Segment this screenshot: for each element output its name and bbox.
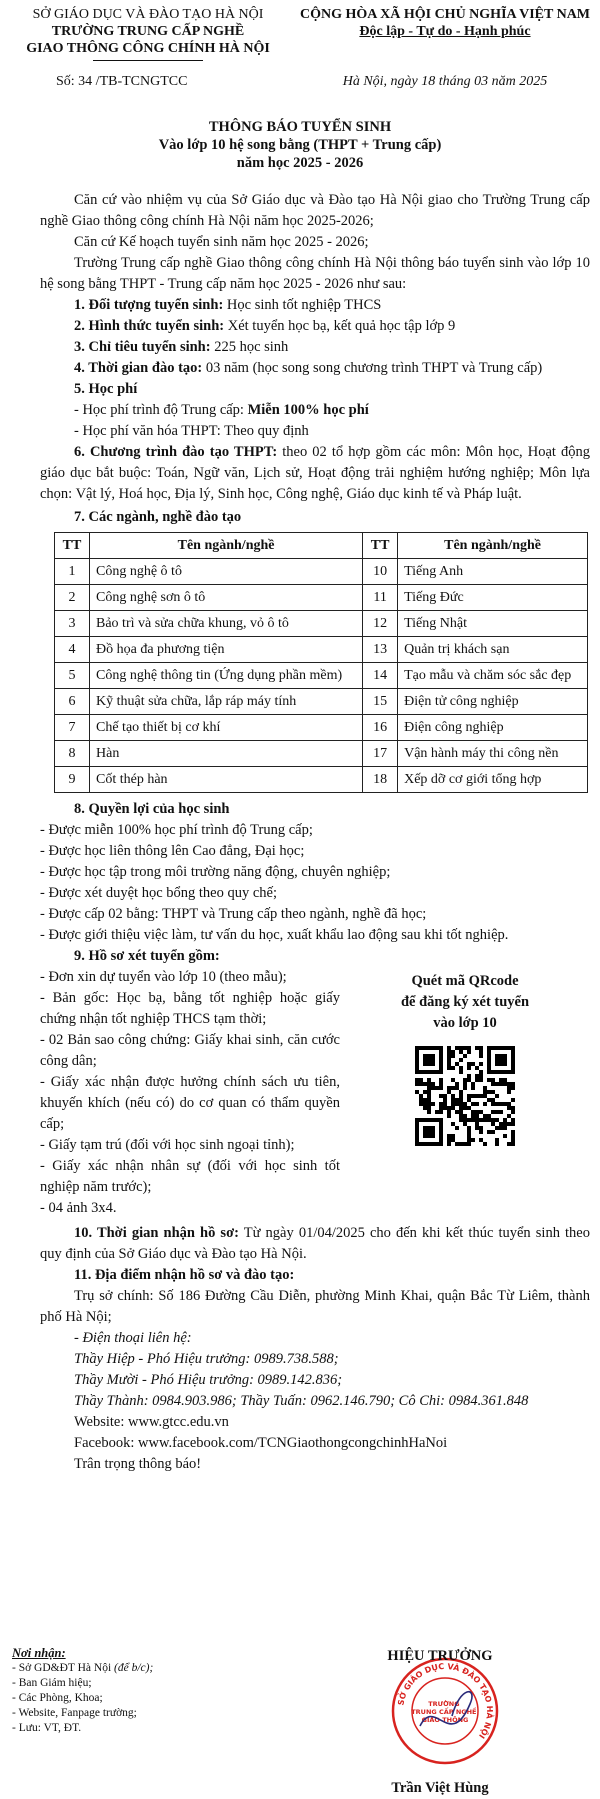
list-item: - 04 ảnh 3x4. xyxy=(40,1200,117,1216)
nation-name: CỘNG HÒA XÃ HỘI CHỦ NGHĨA VIỆT NAM xyxy=(300,7,591,22)
section-3 xyxy=(40,337,590,358)
major-name: Quản trị khách sạn xyxy=(398,637,588,663)
major-name: Vận hành máy thi công nền xyxy=(398,741,588,767)
signer-role: HIỆU TRƯỞNG xyxy=(387,1648,493,1664)
col-tt-1: TT xyxy=(55,533,90,559)
list-item: - Được xét duyệt học bổng theo quy chế; xyxy=(40,885,277,901)
major-number: 15 xyxy=(363,689,398,715)
table-row xyxy=(55,559,588,585)
recipients-list xyxy=(12,1676,272,1736)
seal-center-line1: TRƯỜNG xyxy=(428,1700,460,1708)
qr-block xyxy=(340,967,590,1219)
major-number: 6 xyxy=(55,689,90,715)
list-item: - Bản gốc: Học bạ, bằng tốt nghiệp hoặc giấy chứng nhận tốt nghiệp THCS tạm thời; xyxy=(40,990,340,1027)
major-name: Đồ họa đa phương tiện xyxy=(90,637,363,663)
major-number: 1 xyxy=(55,559,90,585)
signer-name: Trần Việt Hùng xyxy=(391,1780,489,1796)
major-name: Bảo trì và sửa chữa khung, vỏ ô tô xyxy=(90,611,363,637)
section-2-text: Xét tuyển học bạ, kết quả học tập lớp 9 xyxy=(224,318,456,334)
qr-caption xyxy=(340,971,590,1034)
major-number: 17 xyxy=(363,741,398,767)
section-10-text: Từ ngày 01/04/2025 cho đến khi kết thúc tuyển sinh theo quy định của Sở Giáo dục và Đào tạo Hà Nội. xyxy=(40,1225,590,1262)
phone-label: - Điện thoại liên hệ: xyxy=(74,1330,192,1346)
major-name: Tạo mẫu và chăm sóc sắc đẹp xyxy=(398,663,588,689)
closing-line: Trân trọng thông báo! xyxy=(74,1456,202,1472)
benefits-list xyxy=(40,820,590,946)
tuition-vocational-text: - Học phí trình độ Trung cấp: xyxy=(74,402,248,418)
tuition-vocational xyxy=(40,400,590,421)
major-number: 8 xyxy=(55,741,90,767)
section-4-label: 4. Thời gian đào tạo: xyxy=(74,360,203,376)
section-6 xyxy=(40,442,590,505)
section-1 xyxy=(40,295,590,316)
main-address: Trụ sở chính: Số 186 Đường Cầu Diễn, phường Minh Khai, quận Bắc Từ Liêm, thành phố Hà Nội; xyxy=(40,1288,590,1325)
section-10 xyxy=(40,1223,590,1265)
intro-paragraph-1: Căn cứ vào nhiệm vụ của Sở Giáo dục và Đào tạo Hà Nội giao cho Trường Trung cấp nghề Giao thông công chính Hà Nội năm học 2025-2026; xyxy=(40,192,590,229)
major-name: Tiếng Đức xyxy=(398,585,588,611)
major-number: 18 xyxy=(363,767,398,793)
signature-block xyxy=(320,1648,560,1796)
intro-paragraph-3: Trường Trung cấp nghề Giao thông công chính Hà Nội thông báo tuyển sinh vào lớp 10 hệ song bằng THPT - Trung cấp năm học 2025 - 2026 như sau: xyxy=(40,255,590,292)
major-name: Cốt thép hàn xyxy=(90,767,363,793)
major-number: 12 xyxy=(363,611,398,637)
school-name-line2: GIAO THÔNG CÔNG CHÍNH HÀ NỘI xyxy=(26,41,270,56)
seal-outer-text: SỞ GIÁO DỤC VÀ ĐÀO TẠO HÀ NỘI xyxy=(396,1661,495,1741)
major-name: Hàn xyxy=(90,741,363,767)
tuition-free-highlight: Miễn 100% học phí xyxy=(247,402,369,418)
website-line[interactable]: Website: www.gtcc.edu.vn xyxy=(74,1414,229,1430)
qr-caption-line3: vào lớp 10 xyxy=(433,1015,497,1031)
qr-caption-line1: Quét mã QRcode xyxy=(411,973,519,989)
major-number: 16 xyxy=(363,715,398,741)
major-name: Công nghệ sơn ô tô xyxy=(90,585,363,611)
section-6-text: theo 02 tổ hợp gồm các môn: Môn học, Hoạt động giáo dục bắt buộc: Toán, Ngữ văn, Lịch sử, Hoạt động trải nghiệm hướng nghiệp; Môn lựa chọn: Vật lý, Hoá học, Địa lý, Sinh học, Công nghệ, Giáo dục kinh tế và Pháp luật. xyxy=(40,444,590,502)
list-item: - Giấy xác nhận được hưởng chính sách ưu tiên, khuyến khích (nếu có) do cơ quan có thẩm quyền cấp; xyxy=(40,1074,340,1132)
major-number: 7 xyxy=(55,715,90,741)
section-7-label: 7. Các ngành, nghề đào tạo xyxy=(74,509,242,525)
table-row xyxy=(55,663,588,689)
list-item: - Lưu: VT, ĐT. xyxy=(12,1722,82,1734)
document-title xyxy=(0,118,600,172)
major-name: Điện tử công nghiệp xyxy=(398,689,588,715)
major-name: Xếp dỡ cơ giới tổng hợp xyxy=(398,767,588,793)
recipient-1 xyxy=(12,1661,272,1676)
recipient-1-note: (để b/c); xyxy=(114,1662,154,1674)
section-2-label: 2. Hình thức tuyển sinh: xyxy=(74,318,225,334)
majors-table-header xyxy=(55,533,588,559)
table-row xyxy=(55,767,588,793)
documents-list xyxy=(40,967,340,1219)
recipients-block xyxy=(12,1646,272,1736)
phone-contact-3: Thầy Thành: 0984.903.986; Thầy Tuấn: 0962.146.790; Cô Chi: 0984.361.848 xyxy=(74,1393,529,1409)
phone-contact-2: Thầy Mười - Phó Hiệu trưởng: 0989.142.836; xyxy=(74,1372,343,1388)
major-number: 4 xyxy=(55,637,90,663)
header-rule xyxy=(93,60,203,61)
major-number: 2 xyxy=(55,585,90,611)
title-line1: THÔNG BÁO TUYỂN SINH xyxy=(208,119,392,135)
section-5-label: 5. Học phí xyxy=(74,381,138,397)
nation-motto: Độc lập - Tự do - Hạnh phúc xyxy=(359,24,531,39)
list-item: - Đơn xin dự tuyển vào lớp 10 (theo mẫu); xyxy=(40,969,287,985)
seal-center-line2: TRUNG CẤP NGHỀ xyxy=(411,1708,477,1716)
majors-table xyxy=(54,532,588,793)
major-number: 11 xyxy=(363,585,398,611)
list-item: - Các Phòng, Khoa; xyxy=(12,1692,103,1704)
list-item: - Được học tập trong môi trường năng động, chuyên nghiệp; xyxy=(40,864,391,880)
table-row xyxy=(55,715,588,741)
section-1-label: 1. Đối tượng tuyển sinh: xyxy=(74,297,224,313)
list-item: - Được cấp 02 bằng: THPT và Trung cấp theo ngành, nghề đã học; xyxy=(40,906,427,922)
facebook-line[interactable]: Facebook: www.facebook.com/TCNGiaothongcongchinhHaNoi xyxy=(74,1435,448,1451)
list-item: - Giấy xác nhận nhân sự (đối với học sinh tốt nghiệp năm trước); xyxy=(40,1158,340,1195)
major-number: 14 xyxy=(363,663,398,689)
seal-center-text xyxy=(411,1699,479,1724)
table-row xyxy=(55,585,588,611)
major-name: Công nghệ ô tô xyxy=(90,559,363,585)
qr-code[interactable] xyxy=(415,1046,515,1146)
title-line2: Vào lớp 10 hệ song bằng (THPT + Trung cấp) xyxy=(158,137,442,153)
major-number: 3 xyxy=(55,611,90,637)
table-row xyxy=(55,689,588,715)
major-name: Tiếng Anh xyxy=(398,559,588,585)
document-number: Số: 34 /TB-TCNGTCC xyxy=(56,74,188,89)
col-name-2: Tên ngành/nghề xyxy=(398,533,588,559)
section-2 xyxy=(40,316,590,337)
col-tt-2: TT xyxy=(363,533,398,559)
section-6-label: 6. Chương trình đào tạo THPT: xyxy=(74,444,278,460)
major-name: Điện công nghiệp xyxy=(398,715,588,741)
section-8-label: 8. Quyền lợi của học sinh xyxy=(74,801,230,817)
section-11-label: 11. Địa điểm nhận hồ sơ và đào tạo: xyxy=(74,1267,295,1283)
title-line3: năm học 2025 - 2026 xyxy=(236,155,364,171)
table-row xyxy=(55,611,588,637)
major-number: 10 xyxy=(363,559,398,585)
nation-header xyxy=(300,6,590,40)
section-3-text: 225 học sinh xyxy=(210,339,289,355)
table-row xyxy=(55,637,588,663)
issuer-header xyxy=(18,6,278,61)
tuition-highschool: - Học phí văn hóa THPT: Theo quy định xyxy=(74,423,309,439)
phone-contact-1: Thầy Hiệp - Phó Hiệu trưởng: 0989.738.588; xyxy=(74,1351,339,1367)
section-10-label: 10. Thời gian nhận hồ sơ: xyxy=(74,1225,239,1241)
major-name: Công nghệ thông tin (Ứng dụng phần mềm) xyxy=(90,663,363,689)
school-name-line1: TRƯỜNG TRUNG CẤP NGHỀ xyxy=(51,24,245,39)
document-date: Hà Nội, ngày 18 tháng 03 năm 2025 xyxy=(342,74,548,89)
table-row xyxy=(55,741,588,767)
recipients-heading: Nơi nhận: xyxy=(12,1646,66,1660)
major-number: 5 xyxy=(55,663,90,689)
recipient-1-text: - Sở GD&ĐT Hà Nội xyxy=(12,1662,115,1674)
major-number: 9 xyxy=(55,767,90,793)
section-1-text: Học sinh tốt nghiệp THCS xyxy=(223,297,382,313)
list-item: - Ban Giám hiệu; xyxy=(12,1677,92,1689)
official-seal-stamp xyxy=(390,1656,500,1766)
department-name: SỞ GIÁO DỤC VÀ ĐÀO TẠO HÀ NỘI xyxy=(32,7,264,22)
section-9-label: 9. Hồ sơ xét tuyển gồm: xyxy=(74,948,220,964)
section-3-label: 3. Chỉ tiêu tuyển sinh: xyxy=(74,339,211,355)
list-item: - Giấy tạm trú (đối với học sinh ngoại tỉnh); xyxy=(40,1137,295,1153)
section-4 xyxy=(40,358,590,379)
list-item: - Được học liên thông lên Cao đẳng, Đại học; xyxy=(40,843,305,859)
seal-center-line3: GIAO THÔNG xyxy=(421,1716,469,1724)
list-item: - 02 Bản sao công chứng: Giấy khai sinh, căn cước công dân; xyxy=(40,1032,340,1069)
major-name: Tiếng Nhật xyxy=(398,611,588,637)
documents-block xyxy=(40,967,590,1219)
document-body xyxy=(40,190,590,1475)
section-4-text: 03 năm (học song song chương trình THPT và Trung cấp) xyxy=(202,360,543,376)
major-name: Chế tạo thiết bị cơ khí xyxy=(90,715,363,741)
major-number: 13 xyxy=(363,637,398,663)
list-item: - Được giới thiệu việc làm, tư vấn du học, xuất khẩu lao động sau khi tốt nghiệp. xyxy=(40,927,509,943)
qr-caption-line2: để đăng ký xét tuyển xyxy=(400,994,530,1010)
col-name-1: Tên ngành/nghề xyxy=(90,533,363,559)
major-name: Kỹ thuật sửa chữa, lắp ráp máy tính xyxy=(90,689,363,715)
list-item: - Website, Fanpage trường; xyxy=(12,1707,137,1719)
list-item: - Được miễn 100% học phí trình độ Trung cấp; xyxy=(40,822,313,838)
intro-paragraph-2: Căn cứ Kế hoạch tuyển sinh năm học 2025 - 2026; xyxy=(74,234,369,250)
